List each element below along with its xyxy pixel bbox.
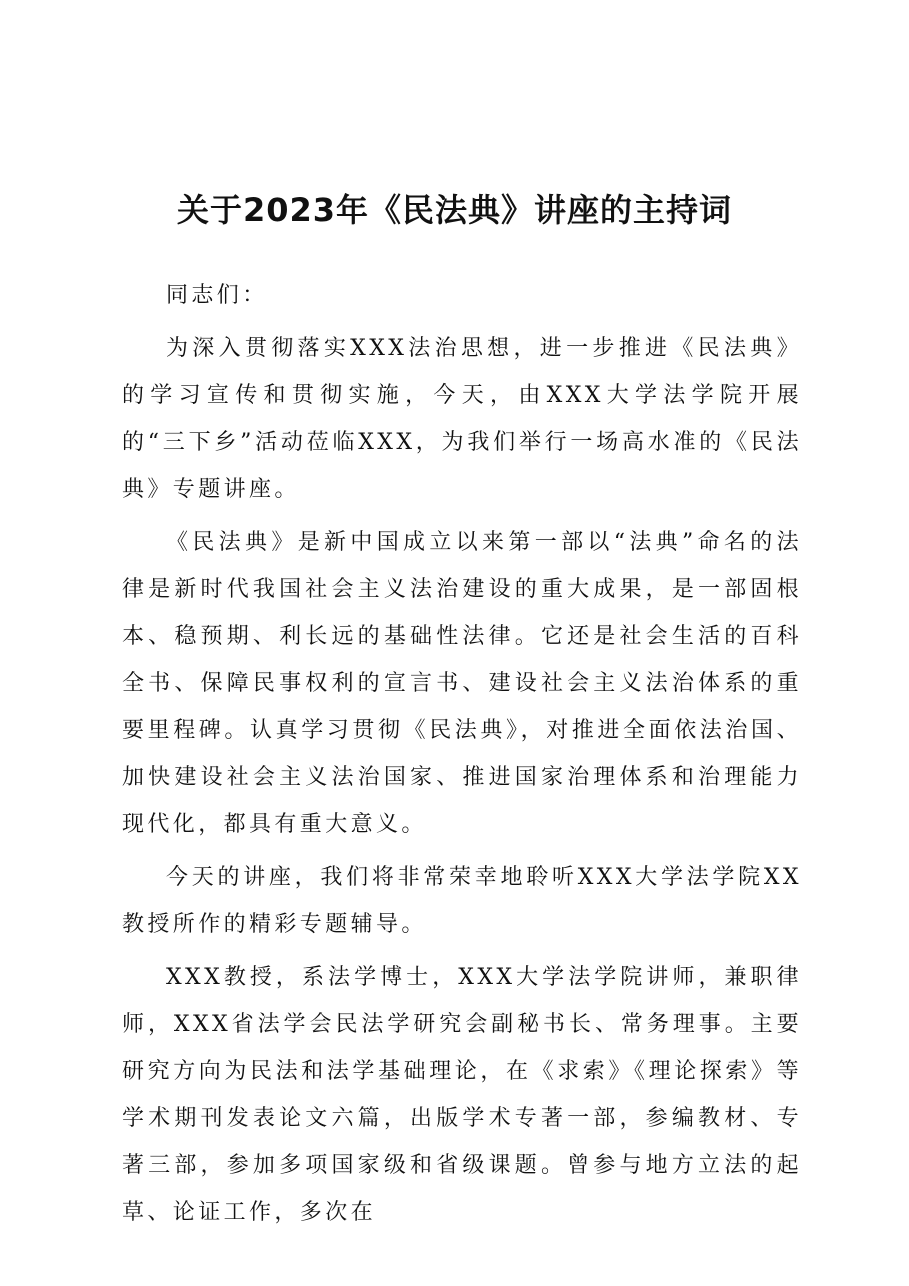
intro-paragraph: 为深入贯彻落实XXX法治思想，进一步推进《民法典》的学习宣传和贯彻实施，今天，由XXX大学法学院开展的“三下乡”活动莅临XXX，为我们举行一场高水准的《民法典》专题讲座。	[122, 336, 802, 502]
speaker-bio-paragraph: XXX教授，系法学博士，XXX大学法学院讲师，兼职律师，XXX省法学会民法学研究会副秘书长、常务理事。主要研究方向为民法和法学基础理论，在《求索》《理论探索》等学术期刊发表论文六篇，出版学术专著一部，参编教材、专著三部，参加多项国家级和省级课题。曾参与地方立法的起草、论证工作，多次在	[122, 965, 802, 1225]
document-title: 关于2023年《民法典》讲座的主持词	[176, 191, 733, 229]
document-body	[122, 272, 802, 1236]
civil-code-significance-paragraph: 《民法典》是新中国成立以来第一部以“法典”命名的法律是新时代我国社会主义法治建设的重大成果，是一部固根本、稳预期、利长远的基础性法律。它还是社会生活的百科全书、保障民事权利的宣言书、建设社会主义法治体系的重要里程碑。认真学习贯彻《民法典》，对推进全面依法治国、加快建设社会主义法治国家、推进国家治理体系和治理能力现代化，都具有重大意义。	[122, 530, 802, 837]
lecture-announcement-paragraph: 今天的讲座，我们将非常荣幸地聆听XXX大学法学院XX教授所作的精彩专题辅导。	[122, 865, 802, 937]
salutation-paragraph: 同志们：	[166, 283, 268, 308]
